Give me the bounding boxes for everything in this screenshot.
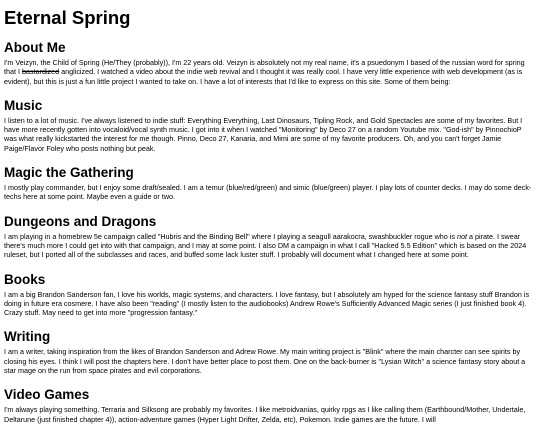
writing-text: I am a writer, taking inspiration from the likes of Brandon Sanderson and Adrew Rowe. My main writing project is "Blink" where the main charcter can see spirits by closing his eyes. I think I will post the chapters here. I don't have better place to post them. One on the back-burner is "Lysian Witch" a science fantasy story about a star mage on the run from space pirates and evil corporations. [4, 347, 526, 376]
section-books [4, 272, 536, 318]
section-music [4, 98, 536, 153]
music-text: I listen to a lot of music. I've always listened to indie stuff: Everything Everything, Last Dinosaurs, Tipling Rock, and Gold Spectacles are some of my favorites. But I have more recently gotten into vocaloid/vocal synth music. I got into it when I watched "Monitoring" by Deco 27 on a random Youtube mix. "God-ish" by PinnochioP was what really kickstarted the interest for me though. Pinno, Deco 27, Kanaria, and Mimi are some of my favorite producers. Oh, and you can't forget Jamie Paige/Flavor Foley who posts nothing but peak. [4, 115, 523, 153]
about-me-heading: About Me [4, 40, 66, 55]
section-magic-the-gathering [4, 165, 536, 202]
section-writing [4, 329, 536, 375]
dnd-text-part-2: a pirate. I swear there's much more I could get into with that campaign, and I may at some point. I also DM a campaign in what I call "Hacked 5.5 Edition" which is based on the 2024 ruleset, but I ported all of the subclasses and races, and buffed some lack luster stuff. I probably will document what I changed here at some point. [4, 231, 527, 260]
section-about-me [4, 40, 536, 86]
video-games-text: I'm always playing something. Terraria and Silksong are probably my favorites. I like metroidvanias, quirky rpgs as I like calling them (Earthbound/Mother, Undertale, Deltarune (just finished chapter 4)), action-adventure games (Hyper Light Drifter, Zelda, etc), Pokemon. Indie games are the future. I will [4, 405, 526, 424]
about-me-text-part-1: I'm Veizyn, the Child of Spring (He/They (probably)), I'm 22 years old. Veizyn is absolutely not my real name, it's a psuedonym I based of the russian word for spring that I [4, 58, 525, 77]
books-heading: Books [4, 271, 46, 287]
music-heading: Music [4, 97, 43, 113]
books-text: I am a big Brandon Sanderson fan, I love his worlds, magic systems, and characters. I love fantasy, but I absolutely am hyped for the science fantasy stuff Brandon is doing in future era cosmere. I have also been "reading" (I mostly listen to the audiobooks) Andrew Rowe's Sufficiently Advanced Magic series (I just finished book 4). Crazy stuff. May need to get into more "progression fantasy." [4, 289, 530, 318]
section-video-games [4, 387, 536, 424]
about-me-text-part-2: anglicized. I watched a video about the indie web revival and I thought it was really cool. I have very little experience with web development (as is evident), but this is just a fun little project I wanted to take on. I have a lot of interests that I'd like to express on this site. Some of them being: [4, 67, 523, 86]
dnd-text-part-1: I am playing in a homebrew 5e campaign called "Hubris and the Binding Bell" where I playing a seagull aarakocra, swashbuckler rogue who is [4, 231, 457, 241]
emphasized-word: not [456, 231, 467, 241]
page-title: Eternal Spring [4, 7, 131, 28]
writing-heading: Writing [4, 329, 51, 345]
section-dungeons-and-dragons [4, 214, 536, 260]
magic-the-gathering-text: I mostly play commander, but I enjoy some draft/sealed. I am a temur (blue/red/green) and simic (blue/green) player. I play lots of counter decks. I may do some deck-techs here at some point. Maybe even a guide or two. [4, 183, 532, 202]
dungeons-and-dragons-text [4, 232, 536, 260]
dungeons-and-dragons-heading: Dungeons and Dragons [4, 213, 157, 229]
struck-through-word: bastardized [21, 67, 60, 77]
video-games-heading: Video Games [4, 387, 90, 403]
magic-the-gathering-heading: Magic the Gathering [4, 165, 134, 181]
about-me-text [4, 58, 536, 86]
